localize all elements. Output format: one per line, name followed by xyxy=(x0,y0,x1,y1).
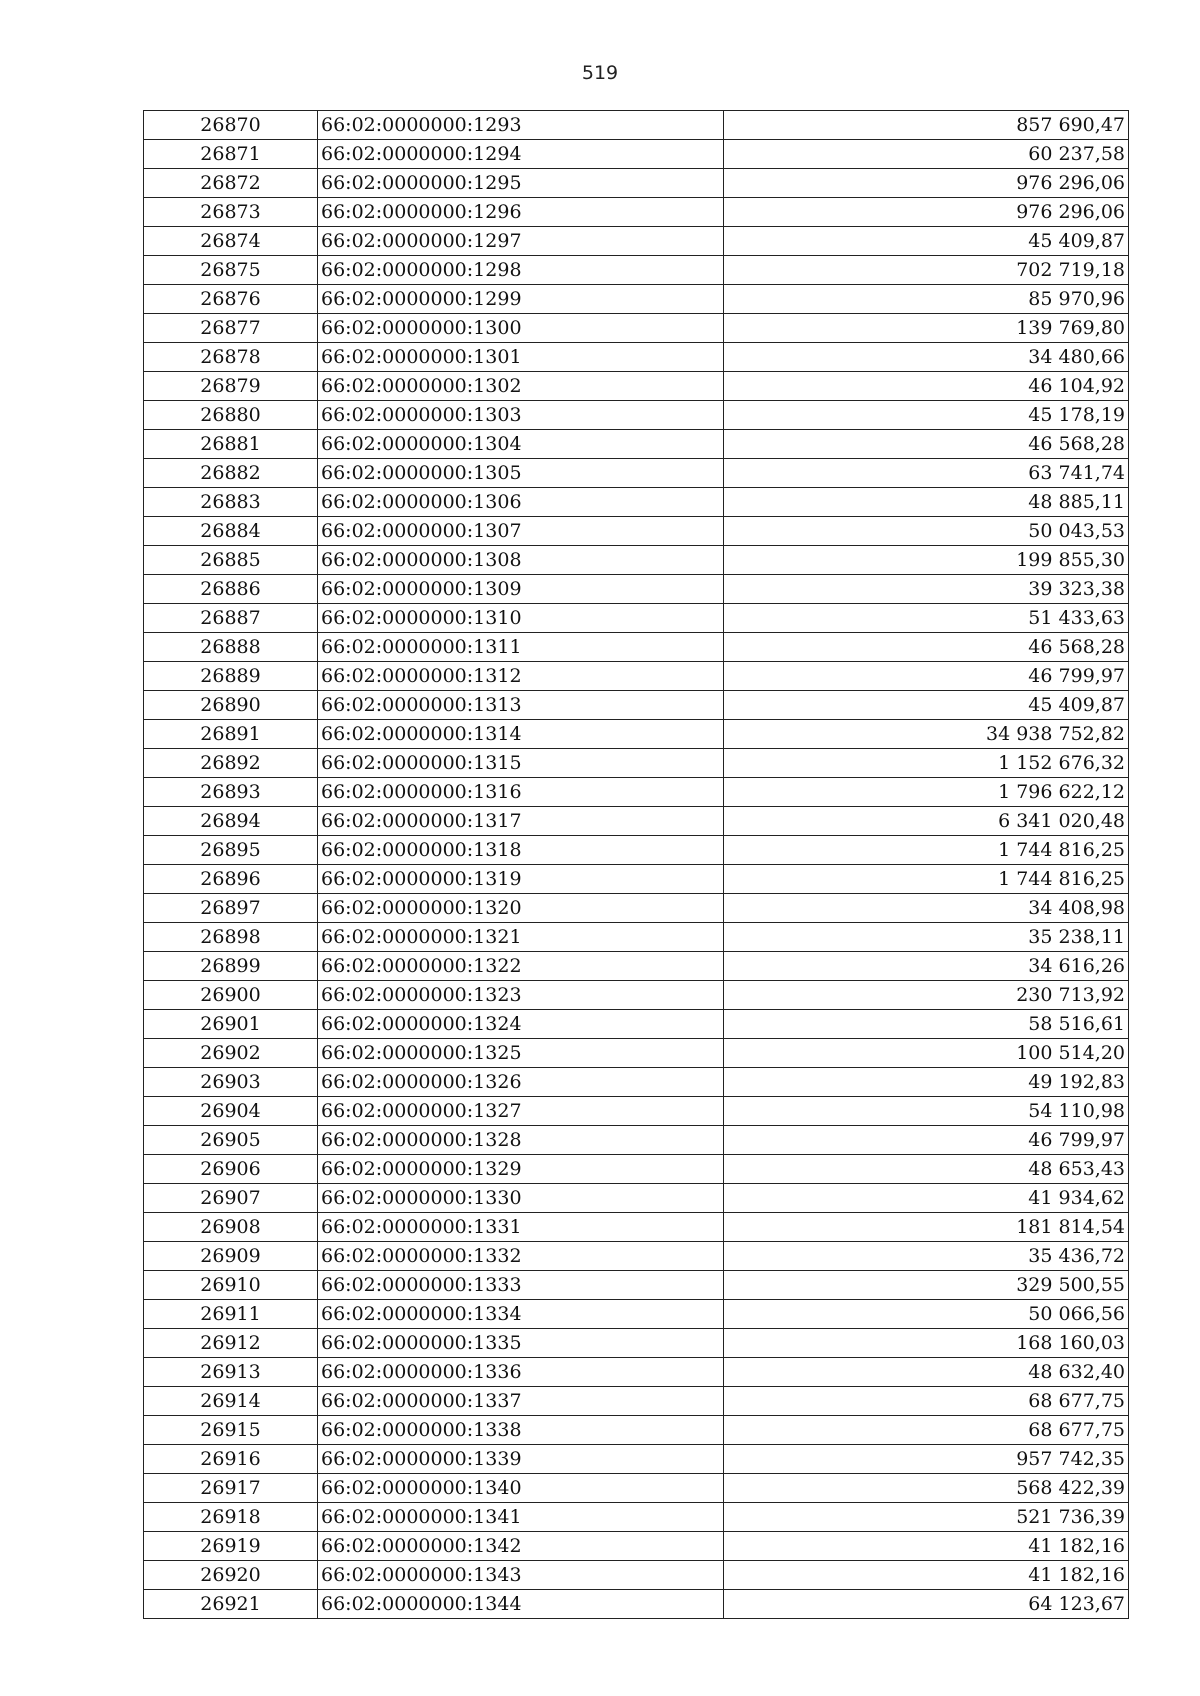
cadastral-value: 976 296,06 xyxy=(724,198,1129,227)
cadastral-value: 168 160,03 xyxy=(724,1329,1129,1358)
table-row xyxy=(144,1532,1129,1561)
cadastral-value: 64 123,67 xyxy=(724,1590,1129,1619)
table-row xyxy=(144,1590,1129,1619)
cadastral-value: 68 677,75 xyxy=(724,1416,1129,1445)
cadastral-number: 66:02:0000000:1307 xyxy=(318,517,724,546)
cadastral-number: 66:02:0000000:1333 xyxy=(318,1271,724,1300)
cadastral-number: 66:02:0000000:1304 xyxy=(318,430,724,459)
cadastral-number: 66:02:0000000:1339 xyxy=(318,1445,724,1474)
row-number: 26904 xyxy=(144,1097,318,1126)
row-number: 26876 xyxy=(144,285,318,314)
cadastral-value: 702 719,18 xyxy=(724,256,1129,285)
row-number: 26902 xyxy=(144,1039,318,1068)
cadastral-value: 181 814,54 xyxy=(724,1213,1129,1242)
cadastral-number: 66:02:0000000:1315 xyxy=(318,749,724,778)
table-row xyxy=(144,807,1129,836)
cadastral-value: 139 769,80 xyxy=(724,314,1129,343)
row-number: 26892 xyxy=(144,749,318,778)
cadastral-value: 41 934,62 xyxy=(724,1184,1129,1213)
cadastral-number: 66:02:0000000:1305 xyxy=(318,459,724,488)
cadastral-number: 66:02:0000000:1330 xyxy=(318,1184,724,1213)
row-number: 26895 xyxy=(144,836,318,865)
row-number: 26886 xyxy=(144,575,318,604)
cadastral-number: 66:02:0000000:1296 xyxy=(318,198,724,227)
cadastral-value: 39 323,38 xyxy=(724,575,1129,604)
cadastral-value: 49 192,83 xyxy=(724,1068,1129,1097)
cadastral-value: 68 677,75 xyxy=(724,1387,1129,1416)
cadastral-number: 66:02:0000000:1303 xyxy=(318,401,724,430)
cadastral-number: 66:02:0000000:1308 xyxy=(318,546,724,575)
table-row xyxy=(144,546,1129,575)
row-number: 26912 xyxy=(144,1329,318,1358)
row-number: 26885 xyxy=(144,546,318,575)
cadastral-number: 66:02:0000000:1310 xyxy=(318,604,724,633)
table-row xyxy=(144,430,1129,459)
cadastral-number: 66:02:0000000:1299 xyxy=(318,285,724,314)
row-number: 26913 xyxy=(144,1358,318,1387)
row-number: 26917 xyxy=(144,1474,318,1503)
table-row xyxy=(144,1242,1129,1271)
table-row xyxy=(144,662,1129,691)
cadastral-number: 66:02:0000000:1342 xyxy=(318,1532,724,1561)
table-row xyxy=(144,1445,1129,1474)
row-number: 26919 xyxy=(144,1532,318,1561)
cadastral-value: 41 182,16 xyxy=(724,1532,1129,1561)
cadastral-value: 100 514,20 xyxy=(724,1039,1129,1068)
row-number: 26918 xyxy=(144,1503,318,1532)
cadastral-number: 66:02:0000000:1306 xyxy=(318,488,724,517)
cadastral-value: 35 436,72 xyxy=(724,1242,1129,1271)
cadastral-number: 66:02:0000000:1324 xyxy=(318,1010,724,1039)
row-number: 26897 xyxy=(144,894,318,923)
table-row xyxy=(144,111,1129,140)
table-row xyxy=(144,372,1129,401)
cadastral-value: 230 713,92 xyxy=(724,981,1129,1010)
cadastral-value: 35 238,11 xyxy=(724,923,1129,952)
cadastral-number: 66:02:0000000:1295 xyxy=(318,169,724,198)
cadastral-number: 66:02:0000000:1326 xyxy=(318,1068,724,1097)
table-row xyxy=(144,575,1129,604)
cadastral-value: 48 632,40 xyxy=(724,1358,1129,1387)
table-row xyxy=(144,285,1129,314)
table-row xyxy=(144,691,1129,720)
cadastral-number: 66:02:0000000:1316 xyxy=(318,778,724,807)
table-row xyxy=(144,1039,1129,1068)
cadastral-number: 66:02:0000000:1325 xyxy=(318,1039,724,1068)
cadastral-value: 34 616,26 xyxy=(724,952,1129,981)
table-body xyxy=(144,111,1129,1619)
table-row xyxy=(144,343,1129,372)
row-number: 26879 xyxy=(144,372,318,401)
cadastral-value: 957 742,35 xyxy=(724,1445,1129,1474)
table-row xyxy=(144,720,1129,749)
cadastral-value: 34 938 752,82 xyxy=(724,720,1129,749)
cadastral-value: 45 409,87 xyxy=(724,691,1129,720)
cadastral-value: 50 066,56 xyxy=(724,1300,1129,1329)
cadastral-number: 66:02:0000000:1301 xyxy=(318,343,724,372)
row-number: 26875 xyxy=(144,256,318,285)
cadastral-number: 66:02:0000000:1335 xyxy=(318,1329,724,1358)
row-number: 26905 xyxy=(144,1126,318,1155)
table-row xyxy=(144,1010,1129,1039)
row-number: 26916 xyxy=(144,1445,318,1474)
row-number: 26883 xyxy=(144,488,318,517)
row-number: 26893 xyxy=(144,778,318,807)
cadastral-value: 976 296,06 xyxy=(724,169,1129,198)
cadastral-value: 6 341 020,48 xyxy=(724,807,1129,836)
row-number: 26910 xyxy=(144,1271,318,1300)
cadastral-number: 66:02:0000000:1318 xyxy=(318,836,724,865)
table-row xyxy=(144,1184,1129,1213)
row-number: 26891 xyxy=(144,720,318,749)
cadastral-value: 46 568,28 xyxy=(724,633,1129,662)
table-row xyxy=(144,1358,1129,1387)
row-number: 26870 xyxy=(144,111,318,140)
cadastral-number: 66:02:0000000:1321 xyxy=(318,923,724,952)
cadastral-number: 66:02:0000000:1309 xyxy=(318,575,724,604)
cadastral-value: 1 744 816,25 xyxy=(724,836,1129,865)
cadastral-number: 66:02:0000000:1320 xyxy=(318,894,724,923)
row-number: 26921 xyxy=(144,1590,318,1619)
cadastral-number: 66:02:0000000:1311 xyxy=(318,633,724,662)
table-row xyxy=(144,778,1129,807)
cadastral-number: 66:02:0000000:1337 xyxy=(318,1387,724,1416)
cadastral-number: 66:02:0000000:1328 xyxy=(318,1126,724,1155)
table-row xyxy=(144,1155,1129,1184)
row-number: 26898 xyxy=(144,923,318,952)
cadastral-number: 66:02:0000000:1341 xyxy=(318,1503,724,1532)
table-row xyxy=(144,1503,1129,1532)
row-number: 26914 xyxy=(144,1387,318,1416)
cadastral-value: 568 422,39 xyxy=(724,1474,1129,1503)
table-row xyxy=(144,314,1129,343)
cadastral-value: 48 885,11 xyxy=(724,488,1129,517)
row-number: 26888 xyxy=(144,633,318,662)
cadastral-value: 1 796 622,12 xyxy=(724,778,1129,807)
row-number: 26899 xyxy=(144,952,318,981)
cadastral-value: 60 237,58 xyxy=(724,140,1129,169)
table-row xyxy=(144,198,1129,227)
cadastral-value: 63 741,74 xyxy=(724,459,1129,488)
row-number: 26903 xyxy=(144,1068,318,1097)
cadastral-number: 66:02:0000000:1334 xyxy=(318,1300,724,1329)
cadastral-value: 329 500,55 xyxy=(724,1271,1129,1300)
cadastral-number: 66:02:0000000:1317 xyxy=(318,807,724,836)
cadastral-number: 66:02:0000000:1323 xyxy=(318,981,724,1010)
row-number: 26896 xyxy=(144,865,318,894)
cadastral-number: 66:02:0000000:1332 xyxy=(318,1242,724,1271)
table-row xyxy=(144,1561,1129,1590)
cadastral-value: 45 409,87 xyxy=(724,227,1129,256)
table-row xyxy=(144,1213,1129,1242)
table-row xyxy=(144,459,1129,488)
cadastral-value: 857 690,47 xyxy=(724,111,1129,140)
cadastral-number: 66:02:0000000:1302 xyxy=(318,372,724,401)
table-row xyxy=(144,1387,1129,1416)
row-number: 26909 xyxy=(144,1242,318,1271)
row-number: 26901 xyxy=(144,1010,318,1039)
cadastral-number: 66:02:0000000:1322 xyxy=(318,952,724,981)
cadastral-number: 66:02:0000000:1329 xyxy=(318,1155,724,1184)
row-number: 26881 xyxy=(144,430,318,459)
cadastral-value: 46 799,97 xyxy=(724,1126,1129,1155)
cadastral-value: 58 516,61 xyxy=(724,1010,1129,1039)
cadastral-number: 66:02:0000000:1336 xyxy=(318,1358,724,1387)
row-number: 26894 xyxy=(144,807,318,836)
table-row xyxy=(144,865,1129,894)
cadastral-number: 66:02:0000000:1344 xyxy=(318,1590,724,1619)
row-number: 26908 xyxy=(144,1213,318,1242)
table-row xyxy=(144,1300,1129,1329)
cadastral-value: 50 043,53 xyxy=(724,517,1129,546)
cadastral-value: 521 736,39 xyxy=(724,1503,1129,1532)
table-row xyxy=(144,169,1129,198)
table-row xyxy=(144,633,1129,662)
cadastral-number: 66:02:0000000:1297 xyxy=(318,227,724,256)
row-number: 26873 xyxy=(144,198,318,227)
table-row xyxy=(144,836,1129,865)
table-row xyxy=(144,981,1129,1010)
row-number: 26915 xyxy=(144,1416,318,1445)
table-row xyxy=(144,488,1129,517)
table-row xyxy=(144,256,1129,285)
row-number: 26871 xyxy=(144,140,318,169)
cadastral-value: 1 744 816,25 xyxy=(724,865,1129,894)
cadastral-number: 66:02:0000000:1312 xyxy=(318,662,724,691)
cadastral-number: 66:02:0000000:1314 xyxy=(318,720,724,749)
cadastral-number: 66:02:0000000:1338 xyxy=(318,1416,724,1445)
cadastral-number: 66:02:0000000:1298 xyxy=(318,256,724,285)
table-row xyxy=(144,1271,1129,1300)
table-row xyxy=(144,517,1129,546)
table-row xyxy=(144,923,1129,952)
cadastral-number: 66:02:0000000:1327 xyxy=(318,1097,724,1126)
row-number: 26906 xyxy=(144,1155,318,1184)
cadastral-number: 66:02:0000000:1343 xyxy=(318,1561,724,1590)
table-row xyxy=(144,1329,1129,1358)
table-row xyxy=(144,1474,1129,1503)
row-number: 26900 xyxy=(144,981,318,1010)
cadastral-value: 41 182,16 xyxy=(724,1561,1129,1590)
row-number: 26874 xyxy=(144,227,318,256)
table-row xyxy=(144,604,1129,633)
cadastral-value: 48 653,43 xyxy=(724,1155,1129,1184)
row-number: 26882 xyxy=(144,459,318,488)
row-number: 26890 xyxy=(144,691,318,720)
row-number: 26880 xyxy=(144,401,318,430)
cadastral-value: 46 799,97 xyxy=(724,662,1129,691)
table-row xyxy=(144,1126,1129,1155)
row-number: 26877 xyxy=(144,314,318,343)
cadastral-value: 51 433,63 xyxy=(724,604,1129,633)
cadastral-number: 66:02:0000000:1313 xyxy=(318,691,724,720)
cadastral-value: 85 970,96 xyxy=(724,285,1129,314)
cadastral-value: 199 855,30 xyxy=(724,546,1129,575)
table-row xyxy=(144,1068,1129,1097)
cadastral-value: 46 568,28 xyxy=(724,430,1129,459)
table-row xyxy=(144,140,1129,169)
row-number: 26911 xyxy=(144,1300,318,1329)
cadastral-value: 45 178,19 xyxy=(724,401,1129,430)
cadastral-number: 66:02:0000000:1331 xyxy=(318,1213,724,1242)
cadastral-number: 66:02:0000000:1300 xyxy=(318,314,724,343)
cadastral-number: 66:02:0000000:1293 xyxy=(318,111,724,140)
table-row xyxy=(144,1416,1129,1445)
table-row xyxy=(144,401,1129,430)
page-number: 519 xyxy=(581,62,619,84)
table-row xyxy=(144,952,1129,981)
cadastral-value: 54 110,98 xyxy=(724,1097,1129,1126)
row-number: 26872 xyxy=(144,169,318,198)
cadastral-number: 66:02:0000000:1319 xyxy=(318,865,724,894)
row-number: 26887 xyxy=(144,604,318,633)
table-row xyxy=(144,894,1129,923)
cadastre-value-table xyxy=(143,110,1129,1619)
cadastral-number: 66:02:0000000:1340 xyxy=(318,1474,724,1503)
row-number: 26920 xyxy=(144,1561,318,1590)
cadastral-value: 46 104,92 xyxy=(724,372,1129,401)
cadastral-value: 34 408,98 xyxy=(724,894,1129,923)
row-number: 26907 xyxy=(144,1184,318,1213)
table-row xyxy=(144,1097,1129,1126)
cadastral-number: 66:02:0000000:1294 xyxy=(318,140,724,169)
table-row xyxy=(144,749,1129,778)
row-number: 26889 xyxy=(144,662,318,691)
cadastral-value: 34 480,66 xyxy=(724,343,1129,372)
cadastral-value: 1 152 676,32 xyxy=(724,749,1129,778)
table-row xyxy=(144,227,1129,256)
row-number: 26878 xyxy=(144,343,318,372)
row-number: 26884 xyxy=(144,517,318,546)
